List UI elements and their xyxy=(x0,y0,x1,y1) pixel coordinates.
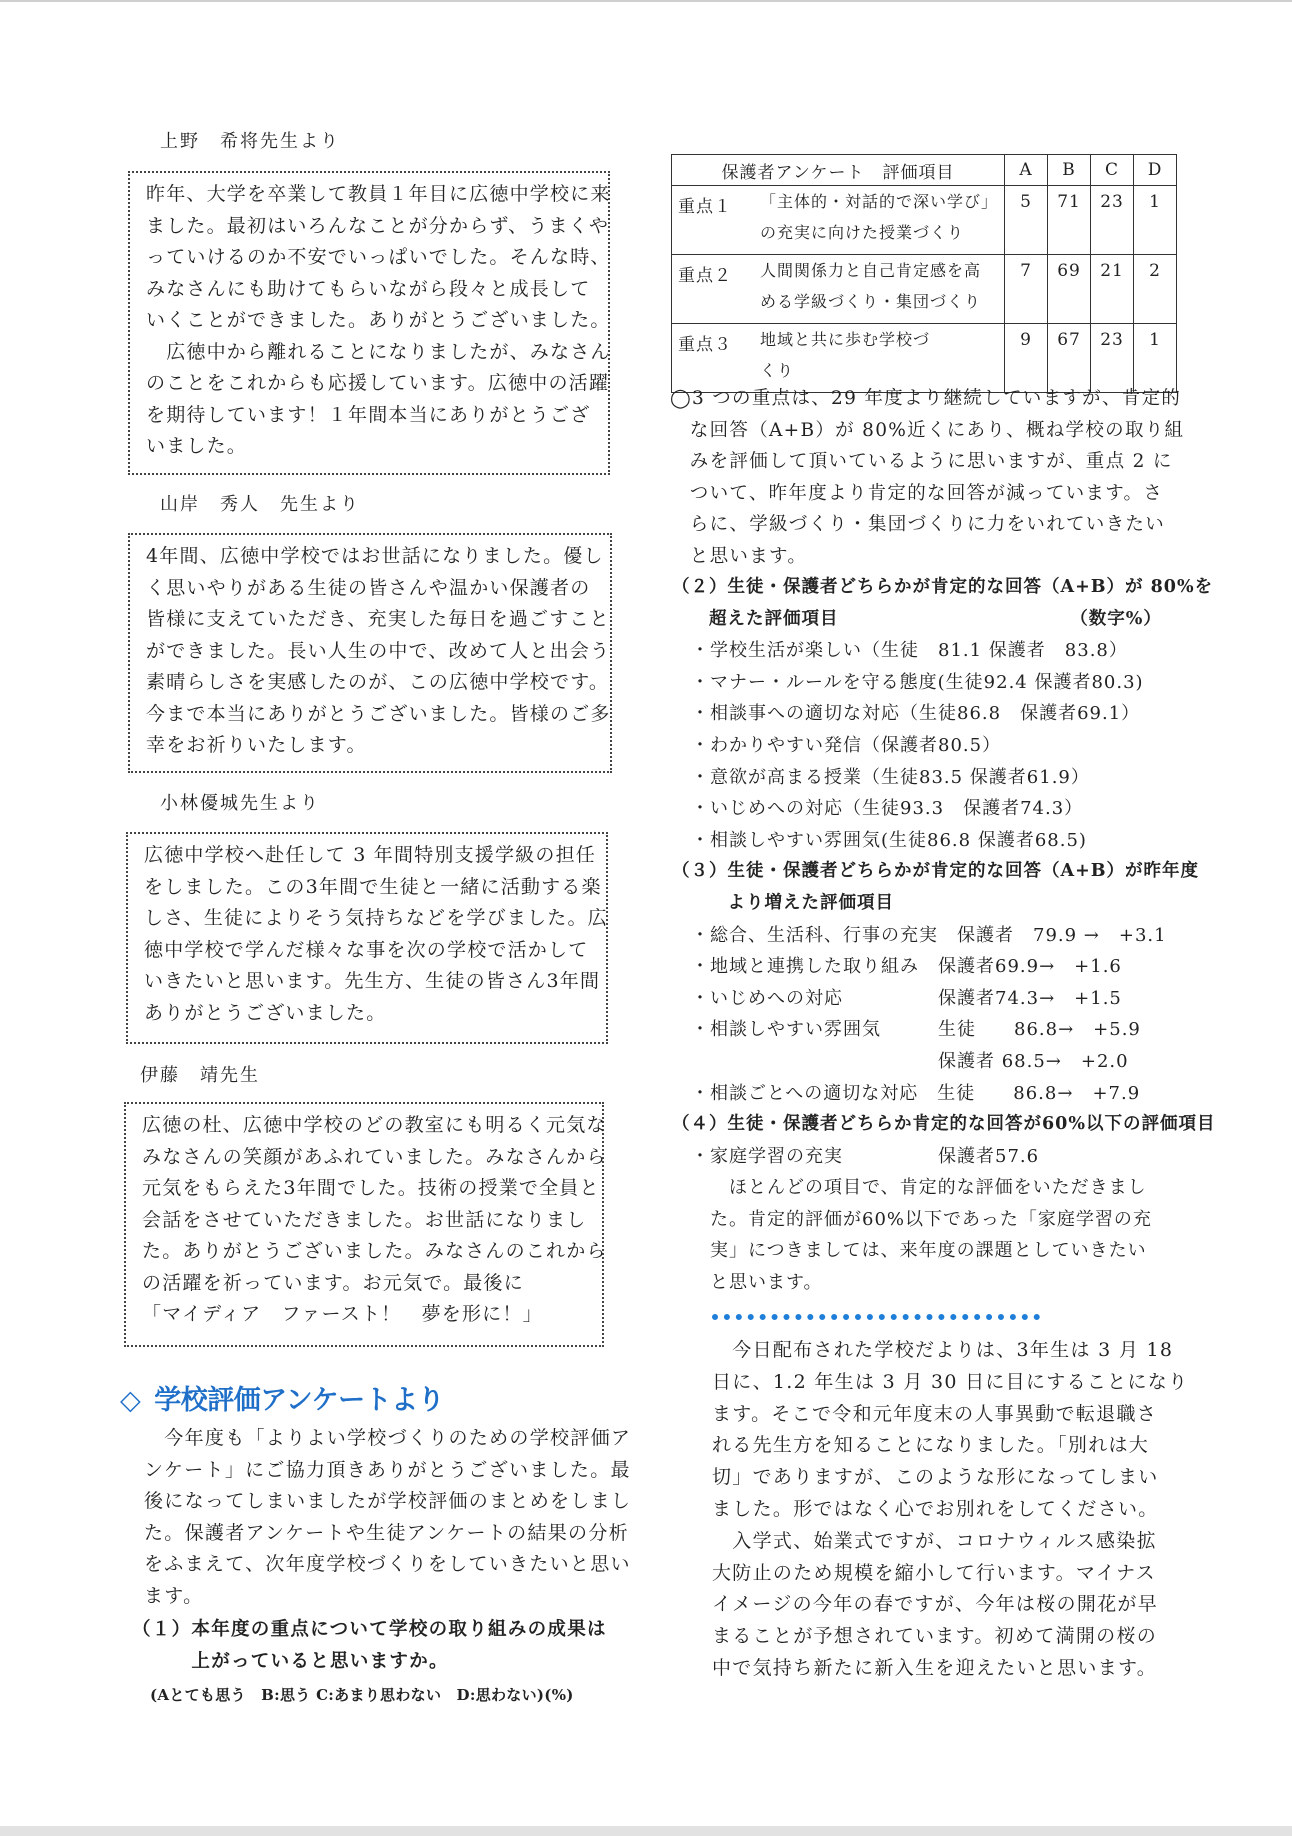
message-line: いきたいと思います。先生方、生徒の皆さん3年間 xyxy=(144,970,601,992)
closing-line: 日に、1.2 年生は 3 月 30 日に目にすることになり xyxy=(712,1370,1189,1393)
description-line: くり xyxy=(760,361,795,380)
message-line: みなさんにも助けてもらいながら段々と成長して xyxy=(146,277,591,300)
message-box xyxy=(128,171,610,475)
table-header-row xyxy=(672,155,1177,186)
table-cell-category: 重点３ xyxy=(672,324,755,393)
survey-intro xyxy=(144,1423,644,1612)
message-line: の活躍を祈っています。お元気で。最後に xyxy=(142,1271,524,1294)
list-heading: より増えた評価項目 xyxy=(672,892,894,913)
list-heading: （２）生徒・保護者どちらかが肯定的な回答（A+B）が 80%を xyxy=(672,577,1214,597)
message-line: 広徳の杜、広徳中学校のどの教室にも明るく元気な xyxy=(142,1114,607,1136)
table-cell-value: 2 xyxy=(1134,255,1177,324)
table-cell-value: 7 xyxy=(1005,255,1048,324)
table-header: 保護者アンケート 評価項目 xyxy=(672,155,1005,186)
list-item: ・意欲が高まる授業（生徒83.5 保護者61.9） xyxy=(672,766,1090,788)
closing-line: まることが予想されています。初めて満開の桜の xyxy=(712,1625,1158,1648)
note-line: みを評価して頂いているように思いますが、重点 2 に xyxy=(670,451,1173,472)
list-item: ・地域と連携した取り組み 保護者69.9→ +1.6 xyxy=(672,956,1122,978)
message-line: みなさんの笑顔があふれていました。みなさんから xyxy=(142,1145,607,1168)
note-line: ついて、昨年度より肯定的な回答が減っています。さ xyxy=(670,482,1164,504)
message-line: 皆様に支えていただき、充実した毎日を過ごすこと xyxy=(146,608,610,630)
list-item: ・相談しやすい雰囲気(生徒86.8 保護者68.5) xyxy=(672,829,1087,851)
list-item: ・いじめへの対応（生徒93.3 保護者74.3） xyxy=(672,798,1084,820)
message-line: 元気をもらえた3年間でした。技術の授業で全員と xyxy=(142,1177,600,1199)
question-1 xyxy=(132,1614,652,1677)
message-line: いくことができました。ありがとうございました。 xyxy=(146,309,611,331)
message-box xyxy=(124,1102,607,1347)
description-line: 地域と共に歩む学校づ xyxy=(760,330,931,349)
message-line: 今まで本当にありがとうございました。皆様のご多 xyxy=(146,702,611,725)
message-line: 広徳中から離れることになりましたが、みなさん xyxy=(146,340,611,363)
table-cell-description xyxy=(754,186,1005,255)
message-box xyxy=(128,533,612,773)
closing-line: ます。そこで令和元年度末の人事異動で転退職さ xyxy=(712,1402,1158,1425)
list-item: と思います。 xyxy=(672,1272,823,1294)
closing-line: 大防止のため規模を縮小して行います。マイナス xyxy=(712,1561,1156,1584)
list-item: ・わかりやすい発信（保護者80.5） xyxy=(672,734,1002,756)
message-line: 昨年、大学を卒業して教員１年目に広徳中学校に来 xyxy=(146,183,611,205)
survey-table xyxy=(671,154,1177,393)
list-heading: （３）生徒・保護者どちらかが肯定的な回答（A+B）が昨年度 xyxy=(672,861,1200,882)
table-row xyxy=(672,255,1177,324)
message-line: をしました。この3年間で生徒と一緒に活動する楽 xyxy=(144,875,602,898)
survey-note xyxy=(670,383,1190,572)
evaluation-lists xyxy=(672,572,1232,1299)
note-line: ◯3 つの重点は、29 年度より継続していますが、肯定的 xyxy=(670,388,1182,409)
message-line: 4年間、広徳中学校ではお世話になりました。優し xyxy=(146,545,604,567)
intro-line: た。保護者アンケートや生徒アンケートの結果の分析 xyxy=(144,1521,629,1544)
closing-line: れる先生方を知ることになりました。「別れは大 xyxy=(712,1434,1150,1457)
list-heading: 超えた評価項目 （数字%） xyxy=(672,608,1162,629)
message-line: た。ありがとうございました。みなさんのこれから xyxy=(142,1240,607,1262)
table-cell-value: 69 xyxy=(1048,255,1091,324)
list-item: た。肯定的評価が60%以下であった「家庭学習の充 xyxy=(672,1208,1152,1230)
table-cell-value: 5 xyxy=(1005,186,1048,255)
message-line: のことをこれからも応援しています。広徳中の活躍 xyxy=(146,372,610,394)
note-line: らに、学級づくり・集団づくりに力をいれていきたい xyxy=(670,514,1166,535)
table-cell-value: 1 xyxy=(1134,324,1177,393)
message-line: ました。最初はいろんなことが分からず、うまくや xyxy=(146,214,610,237)
message-line: ありがとうございました。 xyxy=(144,1001,387,1024)
list-item: ・相談ごとへの適切な対応 生徒 86.8→ +7.9 xyxy=(672,1082,1141,1104)
bottom-border xyxy=(0,1826,1292,1836)
message-line: 広徳中学校へ赴任して 3 年間特別支援学級の担任 xyxy=(144,844,596,866)
table-header: A xyxy=(1005,155,1048,186)
table-cell-category: 重点２ xyxy=(672,255,755,324)
description-line: 人間関係力と自己肯定感を高 xyxy=(760,261,982,280)
intro-line: 後になってしまいましたが学校評価のまとめをしまし xyxy=(144,1490,632,1512)
question-line: （１）本年度の重点について学校の取り組みの成果は xyxy=(132,1619,607,1640)
table-cell-value: 9 xyxy=(1005,324,1048,393)
list-item: ・家庭学習の充実 保護者57.6 xyxy=(672,1145,1040,1167)
question-line: 上がっていると思いますか。 xyxy=(132,1650,449,1672)
list-item: ・相談事への適切な対応（生徒86.8 保護者69.1） xyxy=(672,703,1141,725)
message-line: 会話をさせていただきました。お世話になりまし xyxy=(142,1208,587,1231)
top-border xyxy=(0,0,1292,2)
list-heading: （４）生徒・保護者どちらか肯定的な回答が60%以下の評価項目 xyxy=(672,1114,1216,1135)
list-item: ほとんどの項目で、肯定的な評価をいただきまし xyxy=(672,1177,1147,1199)
closing-line: 入学式、始業式ですが、コロナウィルス感染拡 xyxy=(712,1529,1157,1552)
message-line: 素晴らしさを実感したのが、この広徳中学校です。 xyxy=(146,671,610,693)
closing-line: 中で気持ち新たに新入生を迎えたいと思います。 xyxy=(712,1656,1158,1679)
closing-line: 今日配布された学校だよりは、3年生は 3 月 18 xyxy=(712,1339,1174,1361)
teacher-name: 伊藤 靖先生 xyxy=(140,1065,260,1086)
list-item: 実」につきましては、来年度の課題としていきたい xyxy=(672,1240,1147,1262)
table-cell-value: 1 xyxy=(1134,186,1177,255)
table-cell-description xyxy=(754,255,1005,324)
message-box xyxy=(126,832,608,1044)
list-item: ・総合、生活科、行事の充実 保護者 79.9 → +3.1 xyxy=(672,924,1167,946)
question-1-legend: (Aとても思う B:思う C:あまり思わない D:思わない)(%) xyxy=(150,1686,574,1704)
survey-title-text: 学校評価アンケートより xyxy=(154,1385,445,1416)
list-item: ・マナー・ルールを守る態度(生徒92.4 保護者80.3) xyxy=(672,671,1144,693)
message-line: 徳中学校で学んだ様々な事を次の学校で活かして xyxy=(144,938,589,961)
intro-line: 今年度も「よりよい学校づくりのための学校評価ア xyxy=(144,1427,632,1449)
table-row xyxy=(672,186,1177,255)
intro-line: ます。 xyxy=(144,1584,204,1607)
table-cell-category: 重点１ xyxy=(672,186,755,255)
intro-line: をふまえて、次年度学校づくりをしていきたいと思い xyxy=(144,1553,631,1575)
message-line: いました。 xyxy=(146,435,248,457)
message-line: を期待しています！１年間本当にありがとうござ xyxy=(146,403,591,426)
table-cell-value: 71 xyxy=(1048,186,1091,255)
note-line: な回答（A+B）が 80%近くにあり、概ね学校の取り組 xyxy=(670,419,1185,441)
message-line: く思いやりがある生徒の皆さんや温かい保護者の xyxy=(146,576,591,599)
list-item: 保護者 68.5→ +2.0 xyxy=(672,1050,1129,1072)
teacher-name: 小林優城先生より xyxy=(160,793,320,814)
closing-line: イメージの今年の春ですが、今年は桜の開花が早 xyxy=(712,1593,1159,1616)
teacher-name: 上野 希将先生より xyxy=(160,131,340,152)
table-header: B xyxy=(1048,155,1091,186)
teacher-name: 山岸 秀人 先生より xyxy=(160,494,360,515)
message-line: ができました。長い人生の中で、改めて人と出会う xyxy=(146,639,611,662)
message-line: 幸をお祈りいたします。 xyxy=(146,734,367,756)
list-item: ・相談しやすい雰囲気 生徒 86.8→ +5.9 xyxy=(672,1019,1141,1041)
message-line: しさ、生徒によりそう気持ちなどを学びました。広 xyxy=(144,907,608,929)
description-line: める学級づくり・集団づくり xyxy=(760,292,982,311)
list-item: ・いじめへの対応 保護者74.3→ +1.5 xyxy=(672,987,1122,1009)
table-cell-value: 21 xyxy=(1091,255,1134,324)
message-line: っていけるのか不安でいっぱいでした。そんな時、 xyxy=(146,246,611,268)
list-item: ・学校生活が楽しい（生徒 81.1 保護者 83.8） xyxy=(672,640,1128,662)
note-line: と思います。 xyxy=(670,545,808,567)
intro-line: ンケート」にご協力頂きありがとうございました。最 xyxy=(144,1458,631,1481)
divider-dotted xyxy=(712,1314,1040,1320)
table-cell-value: 67 xyxy=(1048,324,1091,393)
message-line: 「マイディア ファースト！ 夢を形に！」 xyxy=(142,1303,543,1325)
table-cell-value: 23 xyxy=(1091,186,1134,255)
survey-section-title xyxy=(120,1378,444,1417)
diamond-icon: ◇ xyxy=(120,1385,141,1416)
table-header: C xyxy=(1091,155,1134,186)
table-cell-value: 23 xyxy=(1091,324,1134,393)
description-line: の充実に向けた授業づくり xyxy=(760,223,965,242)
closing-line: 切」でありますが、このような形になってしまい xyxy=(712,1466,1159,1489)
closing-message xyxy=(712,1335,1192,1685)
table-header: D xyxy=(1134,155,1177,186)
description-line: 「主体的・対話的で深い学び」 xyxy=(760,192,999,211)
closing-line: ました。形ではなく心でお別れをしてください。 xyxy=(712,1497,1159,1520)
